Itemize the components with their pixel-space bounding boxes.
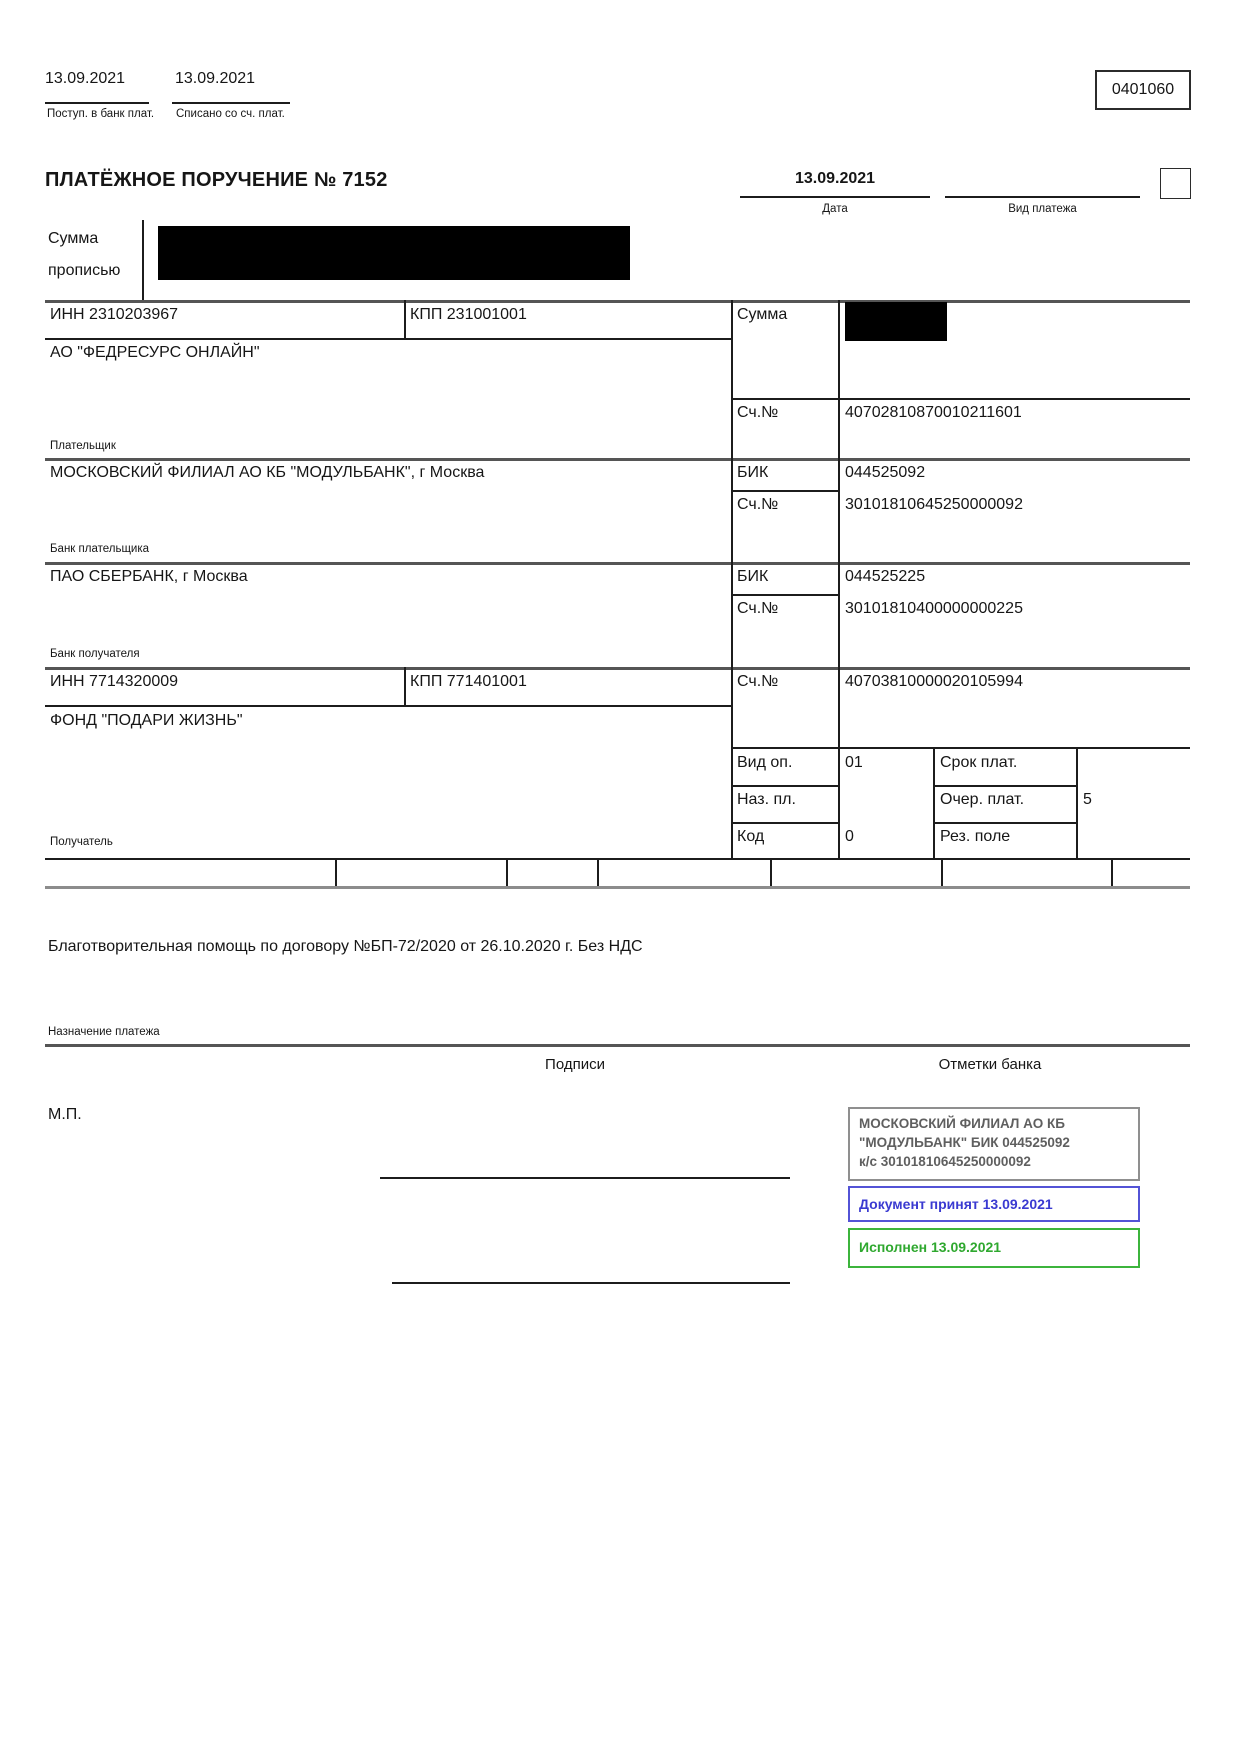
line-under-srok-plat [933,785,1076,787]
line-under-sum-cell [731,398,1190,400]
srok-plat-label: Срок плат. [940,754,1018,771]
debited-date-underline [172,102,290,104]
line-under-naz-pl [731,822,838,824]
bank-stamp-box [848,1107,1140,1181]
amount-in-words-label-2: прописью [48,262,121,279]
naz-pl-label: Наз. пл. [737,791,796,808]
amount-in-words-redaction [158,226,630,280]
line-under-payee-inn [45,705,731,707]
document-accepted-stamp: Документ принят 13.09.2021 [848,1186,1140,1222]
kod-value: 0 [845,828,854,845]
vid-op-value: 01 [845,754,863,771]
payment-purpose-section-label: Назначение платежа [48,1026,160,1038]
payer-name: АО "ФЕДРЕСУРС ОНЛАЙН" [50,344,260,361]
payee-bank-account-label: Сч.№ [737,600,779,617]
line-under-payer-bank-bik [731,490,838,492]
line-under-vid-op [731,785,838,787]
ocher-plat-value: 5 [1083,791,1092,808]
payer-kpp: КПП 231001001 [410,306,527,323]
table-bottom-line [45,886,1190,889]
payee-account-value: 40703810000020105994 [845,673,1023,690]
payee-section-label: Получатель [50,836,113,848]
date-label: Дата [822,203,848,215]
form-code: 0401060 [1111,81,1175,98]
payee-name: ФОНД "ПОДАРИ ЖИЗНЬ" [50,712,243,729]
payer-bank-account-value: 30101810645250000092 [845,496,1023,513]
operation-subtable-top-line [731,747,1190,749]
payer-inn-kpp-divider [404,300,406,338]
sum-label: Сумма [737,306,788,323]
payer-account-value: 40702810870010211601 [845,404,1022,421]
document-title: ПЛАТЁЖНОЕ ПОРУЧЕНИЕ № 7152 [45,169,388,191]
kod-label: Код [737,828,765,845]
payee-bank-section-line [45,667,1190,670]
bank-stamp-line-2: "МОДУЛЬБАНК" БИК 044525092 [859,1135,1070,1150]
payee-bank-name: ПАО СБЕРБАНК, г Москва [50,568,248,585]
payee-bank-account-value: 30101810400000000225 [845,600,1023,617]
payer-account-label: Сч.№ [737,404,779,421]
bank-marks-label: Отметки банка [938,1056,1042,1073]
payee-bank-bik-label: БИК [737,568,769,585]
signature-line-2 [392,1282,790,1284]
payer-bank-account-label: Сч.№ [737,496,779,513]
footer-row-divider-4 [770,858,772,886]
payer-bank-section-label: Банк плательщика [50,543,150,555]
ocher-plat-label: Очер. плат. [940,791,1025,808]
payee-inn-kpp-divider [404,667,406,705]
payer-section-label: Плательщик [50,440,116,452]
payment-kind-label: Вид платежа [1008,203,1077,215]
bank-stamp-line-3: к/с 30101810645250000092 [859,1154,1031,1169]
label-column-divider [731,300,733,858]
received-date-underline [45,102,149,104]
debited-from-account-label: Списано со сч. плат. [176,108,285,120]
sum-value-redaction [845,302,947,341]
payment-kind-underline [945,196,1140,198]
operation-label2-divider [1076,747,1078,858]
payment-kind-checkbox [1160,168,1191,199]
line-under-payer-inn [45,338,731,340]
payment-purpose-text: Благотворительная помощь по договору №БП-72/2020 от 26.10.2020 г. Без НДС [48,938,643,955]
bank-stamp-line-1: МОСКОВСКИЙ ФИЛИАЛ АО КБ [859,1116,1065,1131]
signature-line-1 [380,1177,790,1179]
payee-inn: ИНН 7714320009 [50,673,179,690]
operation-value1-divider [933,747,935,858]
payer-section-line [45,458,1190,461]
payer-bank-bik-label: БИК [737,464,769,481]
date-underline [740,196,930,198]
amount-words-divider [142,220,144,300]
footer-row-divider-1 [335,858,337,886]
payee-bank-bik-value: 044525225 [845,568,926,585]
line-under-payee-bank-bik [731,594,838,596]
document-date: 13.09.2021 [794,170,876,187]
vid-op-label: Вид оп. [737,754,793,771]
rez-pole-label: Рез. поле [940,828,1011,845]
footer-row-divider-5 [941,858,943,886]
debited-from-account-date: 13.09.2021 [175,70,256,87]
line-under-ocher-plat [933,822,1076,824]
table-top-line [45,300,1190,303]
payee-kpp: КПП 771401001 [410,673,527,690]
stamp-place-label: М.П. [48,1106,82,1123]
payee-bank-section-label: Банк получателя [50,648,140,660]
payer-bank-section-line [45,562,1190,565]
footer-row-divider-3 [597,858,599,886]
form-code-box [1095,70,1191,110]
received-in-bank-label: Поступ. в банк плат. [47,108,155,120]
value-column-divider [838,300,840,858]
payee-account-label: Сч.№ [737,673,779,690]
received-in-bank-date: 13.09.2021 [45,70,126,87]
signatures-label: Подписи [545,1056,605,1073]
payer-bank-name: МОСКОВСКИЙ ФИЛИАЛ АО КБ "МОДУЛЬБАНК", г Москва [50,464,485,481]
footer-row-divider-6 [1111,858,1113,886]
amount-in-words-label-1: Сумма [48,230,99,247]
payment-purpose-line [45,1044,1190,1047]
payer-bank-bik-value: 044525092 [845,464,926,481]
footer-row-divider-2 [506,858,508,886]
document-executed-stamp: Исполнен 13.09.2021 [848,1228,1140,1268]
payee-section-line [45,858,1190,860]
payer-inn: ИНН 2310203967 [50,306,179,323]
